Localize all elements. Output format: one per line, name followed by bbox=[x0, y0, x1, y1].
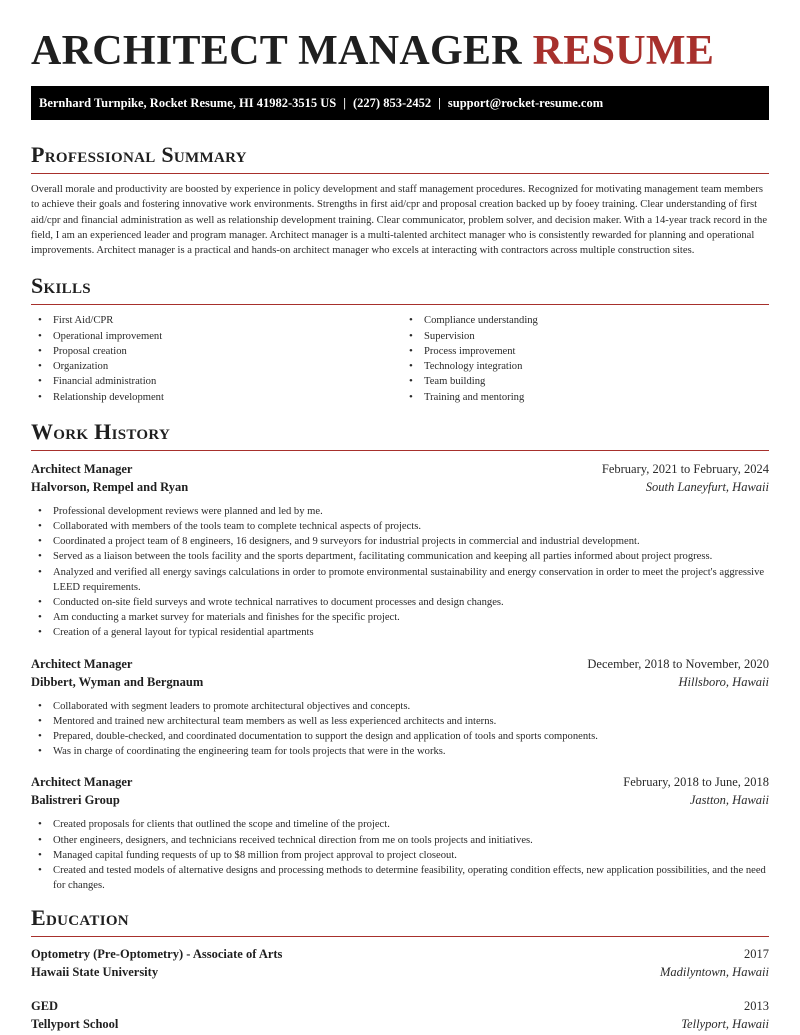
job-bullet: • Coordinated a project team of 8 engineers, 16 designers, and 9 surveyors for industrial projects in commercial and industrial development. bbox=[31, 534, 769, 549]
section-divider bbox=[31, 450, 769, 451]
job-dates: February, 2018 to June, 2018 bbox=[623, 775, 769, 790]
education-entry bbox=[31, 997, 769, 1033]
section-divider bbox=[31, 304, 769, 305]
job-bullet: • Conducted on-site field surveys and wrote technical narratives to document processes and design changes. bbox=[31, 595, 769, 610]
skills-section bbox=[31, 272, 769, 404]
job-bullet: • Served as a liaison between the tools facility and the sports department, facilitating communication and keeping all parties informed about project progress. bbox=[31, 549, 769, 564]
job-bullets bbox=[31, 699, 769, 760]
job-bullet: • Other engineers, designers, and technicians received technical direction from me on tools projects and initiatives. bbox=[31, 833, 769, 848]
job-bullet: • Prepared, double-checked, and coordinated documentation to support the design and application of tools and sports components. bbox=[31, 729, 769, 744]
education-school: Tellyport School bbox=[31, 1017, 119, 1032]
job-bullet: • Am conducting a market survey for materials and finishes for the specific project. bbox=[31, 610, 769, 625]
section-divider bbox=[31, 936, 769, 937]
professional-summary-section bbox=[31, 141, 769, 258]
job-entry bbox=[31, 773, 769, 893]
skills-column-right bbox=[400, 313, 769, 404]
job-title: Architect Manager bbox=[31, 775, 133, 790]
education-section bbox=[31, 904, 769, 1033]
skill-item: • Financial administration bbox=[31, 374, 400, 389]
education-entry bbox=[31, 945, 769, 981]
job-entry bbox=[31, 460, 769, 641]
skills-list bbox=[31, 313, 769, 404]
job-entry bbox=[31, 655, 769, 760]
title-main: ARCHITECT MANAGER bbox=[31, 28, 533, 74]
contact-bar bbox=[31, 86, 769, 120]
education-year: 2013 bbox=[744, 999, 769, 1014]
skill-item: • Technology integration bbox=[402, 359, 769, 374]
education-school: Hawaii State University bbox=[31, 965, 159, 980]
job-bullets bbox=[31, 817, 769, 893]
contact-separator: | bbox=[343, 96, 347, 110]
skill-item: • Training and mentoring bbox=[402, 390, 769, 405]
skill-item: • Organization bbox=[31, 359, 400, 374]
title-accent: RESUME bbox=[532, 28, 715, 74]
job-title: Architect Manager bbox=[31, 656, 133, 671]
summary-text: Overall morale and productivity are boosted by experience in policy development and staff management procedures. Recognized for motivating management team members to achieve their goals and fostering innovative work environments. Strengths in first aid/cpr and proposal creation backed up by fooey training. Clear understanding of first aid/cpr and financial administration as well as relationship development training. Clear communicator, problem solver, and decision maker. With a 14-year track record in the field, I am an experienced leader and program manager. Architect manager is a multi-talented architect manager who is consistently rewarded for planning and operational improvements. Architect manager is a practical and hands-on architect manager who excels at interacting with contractors across multiple construction sites. bbox=[31, 184, 768, 257]
skills-column-left bbox=[31, 313, 400, 404]
education-year: 2017 bbox=[744, 947, 769, 962]
skill-item: • Relationship development bbox=[31, 390, 400, 405]
skill-item: • First Aid/CPR bbox=[31, 313, 400, 328]
section-heading-skills: Skills bbox=[31, 273, 91, 299]
job-bullet: • Created and tested models of alternative designs and processing methods to determine feasibility, operating condition effects, new application possibilities, and the need for changes. bbox=[31, 863, 769, 893]
job-company: Dibbert, Wyman and Bergnaum bbox=[31, 674, 204, 689]
job-bullet: • Was in charge of coordinating the engineering team for tools projects that were in the works. bbox=[31, 744, 769, 759]
job-company: Halvorson, Rempel and Ryan bbox=[31, 479, 189, 494]
job-bullet: • Mentored and trained new architectural team members as well as less experienced architects and interns. bbox=[31, 714, 769, 729]
resume-title bbox=[31, 0, 769, 75]
job-location: South Laneyfurt, Hawaii bbox=[645, 479, 769, 494]
job-dates: February, 2021 to February, 2024 bbox=[601, 461, 769, 476]
section-heading-education: Education bbox=[31, 905, 129, 931]
work-history-section bbox=[31, 418, 769, 894]
job-bullet: • Professional development reviews were planned and led by me. bbox=[31, 504, 769, 519]
job-location: Jastton, Hawaii bbox=[689, 793, 769, 808]
education-location: Madilyntown, Hawaii bbox=[659, 965, 769, 980]
job-dates: December, 2018 to November, 2020 bbox=[587, 656, 769, 671]
skill-item: • Supervision bbox=[402, 329, 769, 344]
contact-separator: | bbox=[438, 96, 441, 110]
contact-email: support@rocket-resume.com bbox=[447, 96, 604, 110]
section-heading-summary: Professional Summary bbox=[31, 142, 247, 167]
skill-item: • Operational improvement bbox=[31, 329, 400, 344]
job-bullet: • Collaborated with members of the tools team to complete technical aspects of projects. bbox=[31, 519, 769, 534]
job-company: Balistreri Group bbox=[31, 793, 120, 808]
education-location: Tellyport, Hawaii bbox=[681, 1017, 769, 1032]
job-bullet: • Created proposals for clients that outlined the scope and timeline of the project. bbox=[31, 817, 769, 832]
job-bullet: • Managed capital funding requests of up to $8 million from project approval to project closeout. bbox=[31, 848, 769, 863]
job-bullet: • Creation of a general layout for typical residential apartments bbox=[31, 625, 769, 640]
job-title: Architect Manager bbox=[31, 461, 133, 476]
skill-item: • Compliance understanding bbox=[402, 313, 769, 328]
job-bullets bbox=[31, 504, 769, 641]
job-bullet: • Analyzed and verified all energy savings calculations in order to promote environmental sustainability and energy conservation in order to meet the project's aggressive LEED requirements. bbox=[31, 565, 769, 595]
contact-address: Bernhard Turnpike, Rocket Resume, HI 41982-3515 US bbox=[39, 96, 337, 110]
skill-item: • Proposal creation bbox=[31, 344, 400, 359]
job-location: Hillsboro, Hawaii bbox=[678, 674, 769, 689]
contact-phone: (227) 853-2452 bbox=[353, 96, 432, 110]
job-bullet: • Collaborated with segment leaders to promote architectural objectives and concepts. bbox=[31, 699, 769, 714]
section-divider bbox=[31, 173, 769, 174]
section-heading-work-history: Work History bbox=[31, 418, 171, 444]
skill-item: • Process improvement bbox=[402, 344, 769, 359]
skill-item: • Team building bbox=[402, 374, 769, 389]
education-degree: GED bbox=[31, 999, 59, 1014]
education-degree: Optometry (Pre-Optometry) - Associate of Arts bbox=[31, 947, 283, 962]
